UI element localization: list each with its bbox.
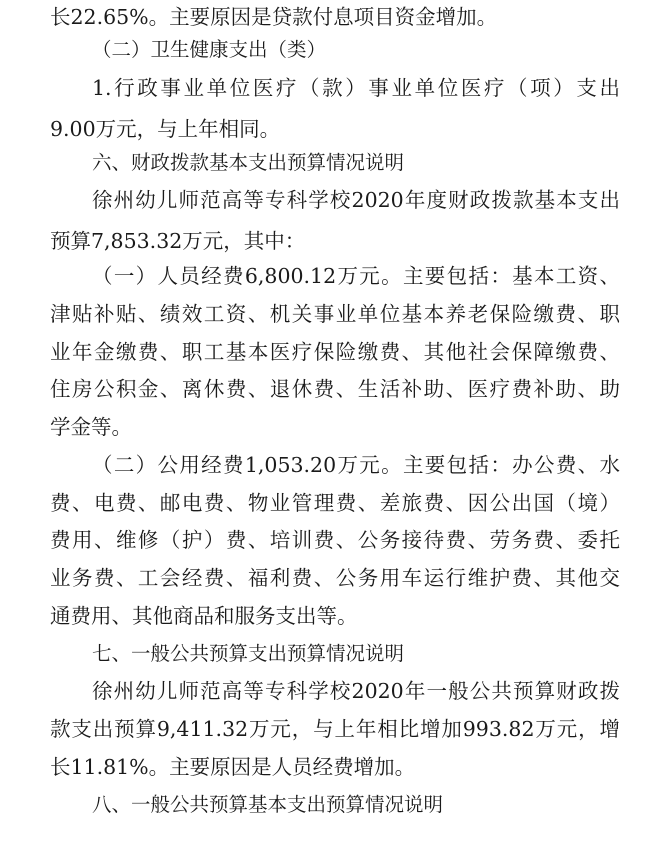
paragraph-line: 徐州幼儿师范高等专科学校2020年度财政拨款基本支出 [92, 188, 620, 212]
section-heading: 八、一般公共预算基本支出预算情况说明 [92, 793, 444, 816]
paragraph-line: 业务费、工会经费、福利费、公务用车运行维护费、其他交 [50, 566, 620, 590]
paragraph-line: 长11.81%。主要原因是人员经费增加。 [50, 755, 416, 779]
paragraph-line: 费、电费、邮电费、物业管理费、差旅费、因公出国（境） [50, 491, 620, 515]
paragraph-line: 通费用、其他商品和服务支出等。 [50, 604, 358, 628]
paragraph-line: 业年金缴费、职工基本医疗保险缴费、其他社会保障缴费、 [50, 340, 620, 364]
paragraph-line: 款支出预算9,411.32万元，与上年相比增加993.82万元，增 [50, 717, 620, 741]
paragraph-line: 9.00万元，与上年相同。 [50, 117, 281, 141]
paragraph-line: （一）人员经费6,800.12万元。主要包括：基本工资、 [92, 264, 620, 288]
paragraph-line: （二）公用经费1,053.20万元。主要包括：办公费、水 [92, 453, 620, 477]
paragraph-line: 费用、维修（护）费、培训费、公务接待费、劳务费、委托 [50, 528, 620, 552]
section-heading: 七、一般公共预算支出预算情况说明 [92, 642, 405, 665]
section-heading: 六、财政拨款基本支出预算情况说明 [92, 151, 405, 174]
paragraph-line: 徐州幼儿师范高等专科学校2020年一般公共预算财政拨 [92, 679, 620, 703]
paragraph-line: 住房公积金、离休费、退休费、生活补助、医疗费补助、助 [50, 377, 620, 401]
paragraph-line: 学金等。 [50, 415, 132, 439]
section-heading: （二）卫生健康支出（类） [92, 38, 327, 61]
paragraph-line: 预算7,853.32万元，其中： [50, 229, 306, 253]
paragraph-line: 1.行政事业单位医疗（款）事业单位医疗（项）支出 [92, 76, 620, 100]
paragraph-line: 津贴补贴、绩效工资、机关事业单位基本养老保险缴费、职 [50, 302, 620, 326]
paragraph-line: 长22.65%。主要原因是贷款付息项目资金增加。 [50, 5, 498, 29]
